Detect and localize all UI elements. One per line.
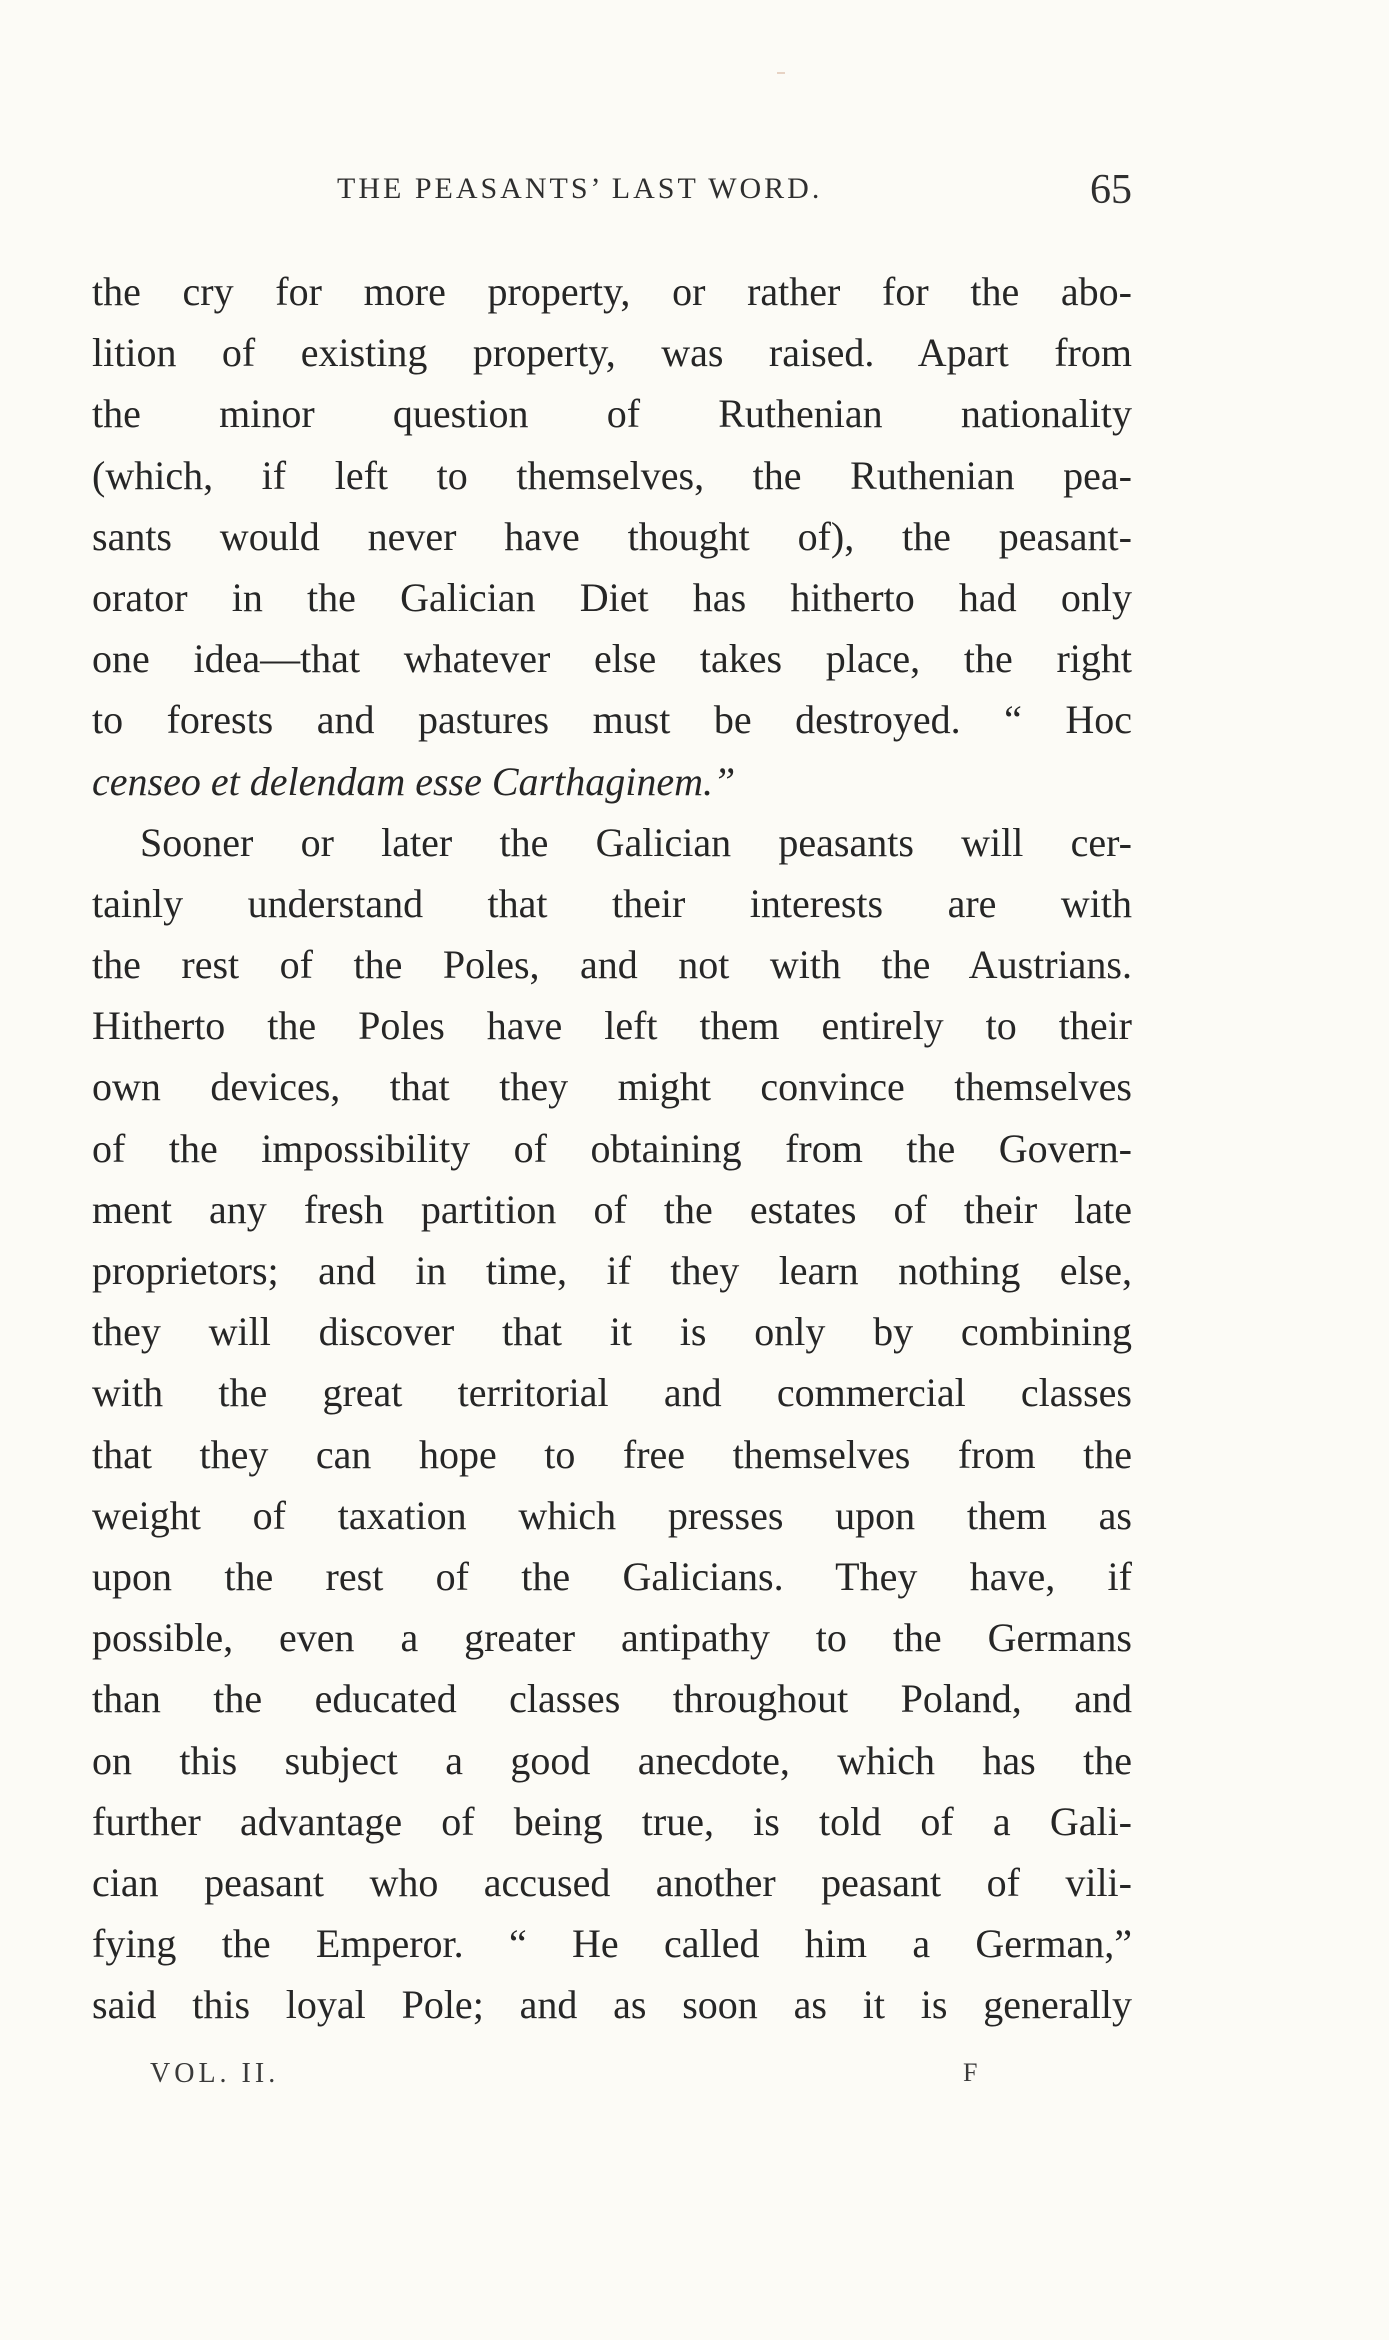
text-line: Hitherto the Poles have left them entirely to their xyxy=(92,1003,1132,1049)
body-text xyxy=(92,261,1132,2035)
text-line: orator in the Galician Diet has hitherto had only xyxy=(92,574,1132,620)
text-line: (which, if left to themselves, the Ruthenian pea- xyxy=(92,452,1132,498)
volume-mark: VOL. II. xyxy=(150,2058,280,2089)
signature-letter: F xyxy=(963,2058,978,2087)
text-line: cian peasant who accused another peasant of vili- xyxy=(92,1859,1132,1905)
text-line: lition of existing property, was raised. Apart from xyxy=(92,330,1132,376)
text-line: that they can hope to free themselves from the xyxy=(92,1431,1132,1477)
text-line: upon the rest of the Galicians. They have, if xyxy=(92,1553,1132,1599)
text-line: tainly understand that their interests are with xyxy=(92,880,1132,926)
signature-line xyxy=(0,2058,1389,2098)
text-line: said this loyal Pole; and as soon as it is generally xyxy=(92,1982,1132,2028)
text-line: to forests and pastures must be destroyed. “ Hoc xyxy=(92,697,1132,743)
running-title: THE PEASANTS’ LAST WORD. xyxy=(337,172,823,205)
text-line: ment any fresh partition of the estates of their late xyxy=(92,1186,1132,1232)
latin-quotation-line: censeo et delendam esse Carthaginem.” xyxy=(92,758,736,804)
text-line: proprietors; and in time, if they learn nothing else, xyxy=(92,1248,1132,1293)
running-head xyxy=(0,167,1389,216)
paragraph-first-line: Sooner or later the Galician peasants will cer- xyxy=(140,819,1132,865)
text-line: the cry for more property, or rather for the abo- xyxy=(92,269,1132,314)
text-line: of the impossibility of obtaining from the Govern- xyxy=(92,1125,1132,1171)
page-number: 65 xyxy=(1090,167,1132,213)
text-line: the minor question of Ruthenian nationality xyxy=(92,391,1132,437)
text-line: one idea—that whatever else takes place, the right xyxy=(92,636,1132,682)
paper-speck xyxy=(777,72,785,74)
text-line: than the educated classes throughout Poland, and xyxy=(92,1676,1132,1722)
text-line: they will discover that it is only by combining xyxy=(92,1309,1132,1355)
text-line: own devices, that they might convince themselves xyxy=(92,1064,1132,1110)
text-line: sants would never have thought of), the peasant- xyxy=(92,513,1132,559)
text-line: on this subject a good anecdote, which has the xyxy=(92,1737,1132,1783)
text-line: fying the Emperor. “ He called him a German,” xyxy=(92,1921,1132,1967)
text-line: possible, even a greater antipathy to the Germans xyxy=(92,1615,1132,1661)
text-line: further advantage of being true, is told of a Gali- xyxy=(92,1798,1132,1844)
text-line: weight of taxation which presses upon them as xyxy=(92,1492,1132,1538)
text-line: the rest of the Poles, and not with the Austrians. xyxy=(92,942,1132,988)
text-line: with the great territorial and commercial classes xyxy=(92,1370,1132,1416)
